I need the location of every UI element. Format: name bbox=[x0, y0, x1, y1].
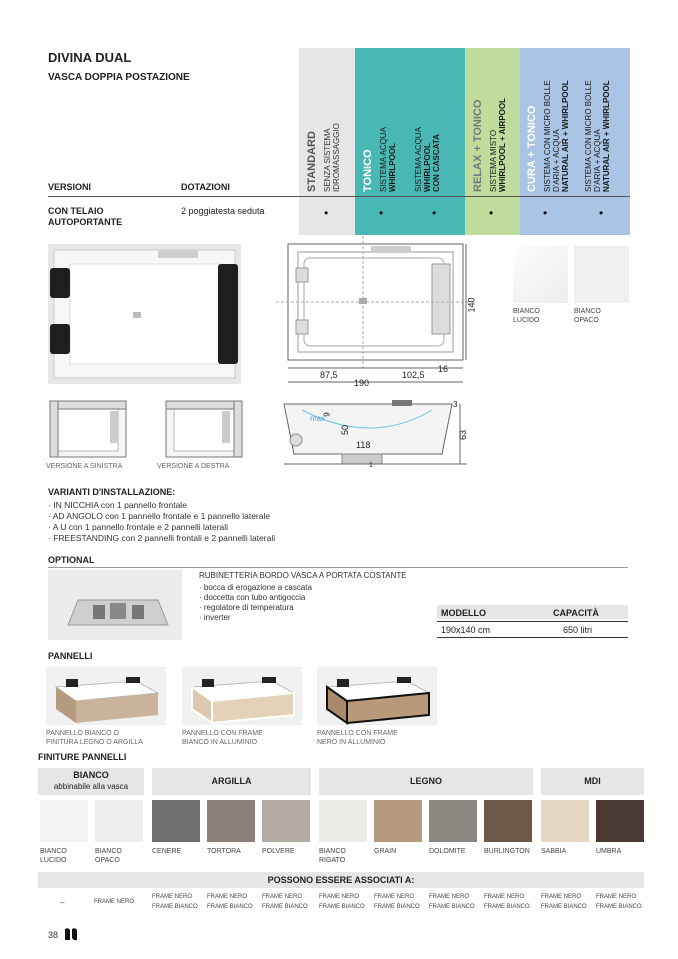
finish-swatch bbox=[95, 800, 143, 842]
frame-bianco-label: FRAME BIANCO bbox=[319, 904, 365, 910]
top-view-drawing bbox=[276, 236, 491, 390]
finish-swatch bbox=[374, 800, 422, 842]
dim-190: 190 bbox=[354, 378, 370, 388]
associati-opaco: FRAME NERO bbox=[94, 899, 135, 905]
group-standard-label: STANDARD bbox=[306, 131, 318, 192]
group-legno-header: LEGNO bbox=[319, 768, 533, 795]
dot-relax: • bbox=[489, 206, 494, 220]
page-title: DIVINA DUAL bbox=[48, 50, 132, 65]
section-drawing bbox=[282, 396, 472, 478]
group-mdi-header: MDI bbox=[541, 768, 644, 795]
finish-swatch-label: BIANCO bbox=[40, 848, 67, 855]
optional-heading: OPTIONAL bbox=[48, 555, 95, 565]
frame-bianco-label: FRAME BIANCO bbox=[262, 904, 308, 910]
dim-63: 63 bbox=[458, 429, 469, 441]
dim-3: 3 bbox=[453, 400, 458, 409]
frame-bianco-label: FRAME BIANCO bbox=[541, 904, 587, 910]
frame-bianco-label: FRAME BIANCO bbox=[152, 904, 198, 910]
varianti-item: · IN NICCHIA con 1 pannello frontale bbox=[48, 500, 187, 510]
group-relax-label: RELAX + TONICO bbox=[472, 99, 484, 192]
varianti-list bbox=[48, 500, 275, 544]
dim-50: 50 bbox=[340, 424, 351, 436]
associati-dash: – bbox=[60, 898, 65, 907]
optional-item: · regolatore di temperatura bbox=[199, 603, 294, 612]
panel-photo-3 bbox=[317, 667, 437, 725]
optional-item: · bocca di erogazione a cascata bbox=[199, 583, 312, 592]
frame-nero-label: FRAME NERO bbox=[319, 894, 360, 900]
group-bianco-header: BIANCO abbinabile alla vasca bbox=[38, 768, 144, 795]
frame-nero-label: FRAME NERO bbox=[207, 894, 248, 900]
col-versioni: VERSIONI bbox=[48, 182, 92, 192]
dot-standard: • bbox=[324, 206, 329, 220]
finish-swatch bbox=[207, 800, 255, 842]
frame-nero-label: FRAME NERO bbox=[429, 894, 470, 900]
dot-cura-2: • bbox=[599, 206, 604, 220]
finish-swatch-label-2: RIGATO bbox=[319, 857, 346, 864]
varianti-item: · FREESTANDING con 2 pannelli frontali e 2 pannelli laterali bbox=[48, 533, 276, 543]
finish-swatch-label: BURLINGTON bbox=[484, 848, 530, 855]
panel-label-2: PANNELLO CON FRAME BIANCO IN ALLUMINIO bbox=[182, 730, 263, 746]
panel-drawing-3 bbox=[317, 667, 437, 725]
frame-bianco-label: FRAME BIANCO bbox=[429, 904, 475, 910]
frame-nero-label: FRAME NERO bbox=[596, 894, 637, 900]
optional-title: RUBINETTERIA BORDO VASCA A PORTATA COSTANTE bbox=[199, 571, 407, 580]
finish-lucido-label: BIANCO LUCIDO bbox=[513, 308, 540, 324]
finish-swatch bbox=[319, 800, 367, 842]
page-subtitle: VASCA DOPPIA POSTAZIONE bbox=[48, 72, 190, 83]
dim-9: 9 bbox=[322, 412, 332, 417]
dotazione-value: 2 poggiatesta seduta bbox=[181, 206, 265, 216]
panel-photo-1 bbox=[46, 667, 166, 725]
finish-swatch-label: TORTORA bbox=[207, 848, 241, 855]
system-tonico-1: SISTEMA ACQUA WHIRLPOOL bbox=[379, 127, 397, 192]
faucet-drawing bbox=[48, 570, 182, 640]
system-cura-2: SISTEMA CON MICRO BOLLE D'ARIA + ACQUA NATURAL AIR + WHIRLPOOL bbox=[584, 80, 611, 192]
system-cura-1: SISTEMA CON MICRO BOLLE D'ARIA + ACQUA NATURAL AIR + WHIRLPOOL bbox=[543, 80, 570, 192]
frame-nero-label: FRAME NERO bbox=[152, 894, 193, 900]
finish-swatch-label: SABBIA bbox=[541, 848, 567, 855]
finish-swatch-label: POLVERE bbox=[262, 848, 295, 855]
finish-swatch bbox=[262, 800, 310, 842]
frame-nero-label: FRAME NERO bbox=[262, 894, 303, 900]
capacity-model: 190x140 cm bbox=[441, 625, 491, 635]
finish-swatch-label: BIANCO bbox=[95, 848, 122, 855]
varianti-item: · AD ANGOLO con 1 pannello frontale e 1 pannello laterale bbox=[48, 511, 271, 521]
pannelli-heading: PANNELLI bbox=[48, 651, 93, 661]
finish-swatch-label: CENERE bbox=[152, 848, 182, 855]
varianti-item: · A U con 1 pannello frontale e 2 pannelli laterali bbox=[48, 522, 229, 532]
finish-opaco-label: BIANCO OPACO bbox=[574, 308, 601, 324]
finish-swatch bbox=[152, 800, 200, 842]
version-left-label: VERSIONE A SINISTRA bbox=[46, 463, 123, 470]
capacity-col-model: MODELLO bbox=[441, 608, 486, 618]
faucet-photo bbox=[48, 570, 182, 640]
group-cura-label: CURA + TONICO bbox=[526, 105, 538, 192]
version-right-drawing bbox=[164, 399, 244, 459]
dim-140: 140 bbox=[466, 297, 477, 313]
dot-tonico-2: • bbox=[432, 206, 437, 220]
finish-swatch-label-2: LUCIDO bbox=[40, 857, 67, 864]
page-number: 38 bbox=[48, 930, 59, 940]
finiture-heading: FINITURE PANNELLI bbox=[38, 752, 127, 762]
panel-photo-2 bbox=[182, 667, 302, 725]
optional-list bbox=[199, 583, 312, 623]
versione-value: CON TELAIO AUTOPORTANTE bbox=[48, 206, 123, 227]
col-dotazioni: DOTAZIONI bbox=[181, 182, 230, 192]
varianti-heading: VARIANTI D'INSTALLAZIONE: bbox=[48, 487, 176, 497]
associati-header: POSSONO ESSERE ASSOCIATI A: bbox=[38, 872, 644, 888]
dot-cura-1: • bbox=[543, 206, 548, 220]
capacity-col-cap: CAPACITÀ bbox=[553, 608, 599, 618]
system-relax: SISTEMA MISTO WHIRLPOOL + AIRPOOL bbox=[489, 97, 507, 192]
finish-swatch-label: GRAIN bbox=[374, 848, 397, 855]
finish-lucido-swatch bbox=[513, 246, 568, 303]
finish-swatch bbox=[484, 800, 532, 842]
panel-drawing-1 bbox=[46, 667, 166, 725]
finish-swatch-label: DOLOMITE bbox=[429, 848, 466, 855]
version-left-drawing bbox=[48, 399, 128, 459]
finish-swatch-label: UMBRA bbox=[596, 848, 622, 855]
finish-opaco-swatch bbox=[574, 246, 629, 303]
frame-bianco-label: FRAME BIANCO bbox=[484, 904, 530, 910]
frame-nero-label: FRAME NERO bbox=[374, 894, 415, 900]
capacity-divider bbox=[437, 621, 628, 622]
finish-swatch bbox=[596, 800, 644, 842]
tub-photo bbox=[48, 244, 241, 384]
table-divider bbox=[48, 196, 630, 197]
dim-118: 118 bbox=[356, 440, 371, 450]
capacity-bottom bbox=[437, 637, 628, 638]
panel-label-3: PANNELLO CON FRAME NERO IN ALLUMINIO bbox=[317, 730, 398, 746]
tub-photo-drawing bbox=[48, 244, 241, 384]
capacity-value: 650 litri bbox=[563, 625, 593, 635]
panel-label-1: PANNELLO BIANCO O FINITURA LEGNO O ARGILLA bbox=[46, 730, 143, 746]
system-standard: SENZA SISTEMA IDROMASSAGGIO bbox=[323, 123, 341, 192]
finish-swatch bbox=[40, 800, 88, 842]
dim-max: max bbox=[310, 414, 326, 423]
frame-bianco-label: FRAME BIANCO bbox=[596, 904, 642, 910]
optional-divider bbox=[48, 567, 628, 568]
frame-nero-label: FRAME NERO bbox=[541, 894, 582, 900]
dim-102: 102,5 bbox=[402, 370, 425, 380]
dot-tonico-1: • bbox=[379, 206, 384, 220]
frame-nero-label: FRAME NERO bbox=[484, 894, 525, 900]
finish-swatch-label: BIANCO bbox=[319, 848, 346, 855]
system-tonico-2: SISTEMA ACQUA WHIRLPOOL CON CASCATA bbox=[414, 127, 441, 192]
dim-1: 1 bbox=[369, 462, 373, 469]
finish-swatch bbox=[429, 800, 477, 842]
group-tonico-label: TONICO bbox=[362, 149, 374, 192]
brand-logo-icon bbox=[64, 927, 78, 941]
optional-item: · doccetta con tubo antigoccia bbox=[199, 593, 306, 602]
dim-87: 87,5 bbox=[320, 370, 338, 380]
frame-bianco-label: FRAME BIANCO bbox=[374, 904, 420, 910]
optional-item: · inverter bbox=[199, 613, 231, 622]
group-argilla-header: ARGILLA bbox=[152, 768, 311, 795]
finish-swatch-label-2: OPACO bbox=[95, 857, 120, 864]
panel-drawing-2 bbox=[182, 667, 302, 725]
finish-swatch bbox=[541, 800, 589, 842]
dim-16: 16 bbox=[438, 364, 449, 374]
frame-bianco-label: FRAME BIANCO bbox=[207, 904, 253, 910]
version-right-label: VERSIONE A DESTRA bbox=[157, 463, 230, 470]
